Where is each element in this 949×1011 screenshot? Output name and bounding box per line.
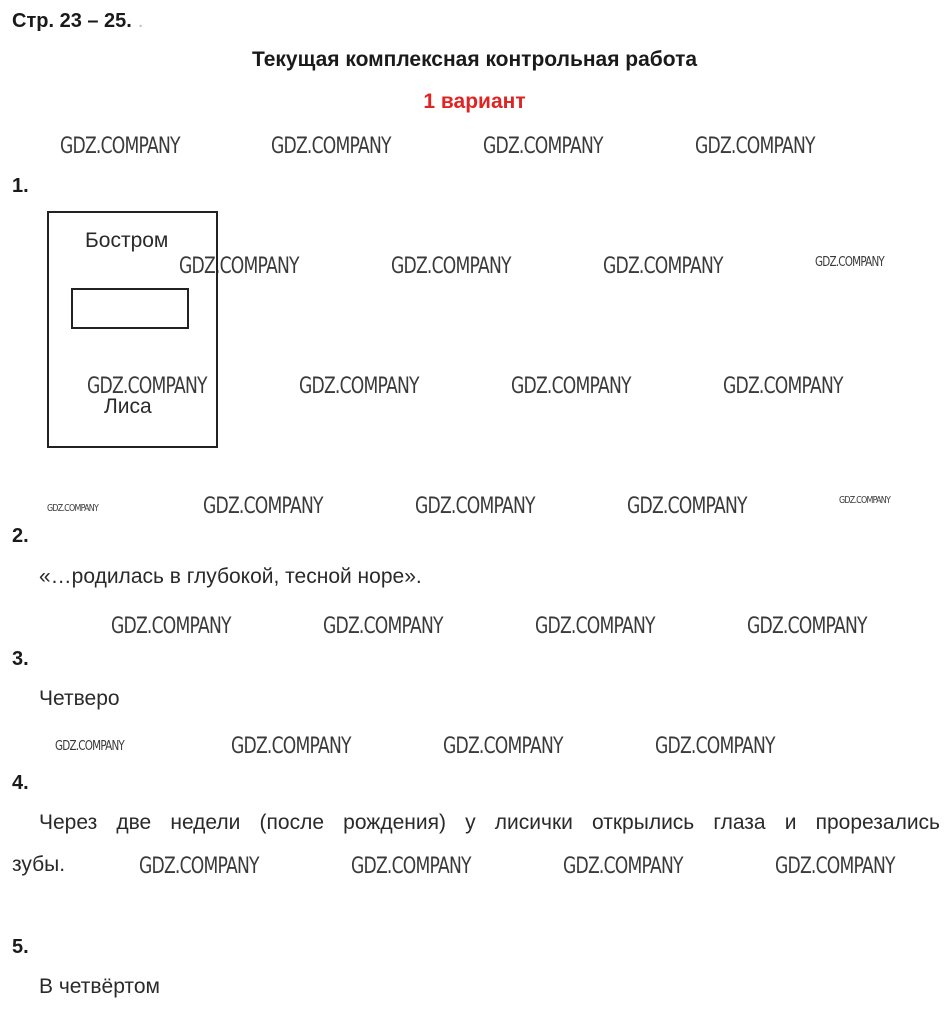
watermark: GDZ.COMPANY: [815, 255, 884, 270]
page-reference-mark: .: [137, 10, 144, 32]
watermark: GDZ.COMPANY: [839, 495, 891, 506]
worksheet-title: Текущая комплексная контрольная работа: [251, 48, 698, 71]
watermark: GDZ.COMPANY: [603, 254, 723, 279]
watermark: GDZ.COMPANY: [483, 134, 603, 159]
answer-text: В четвёртом: [39, 975, 160, 998]
watermark: GDZ.COMPANY: [443, 734, 563, 759]
question-number: 4.: [12, 772, 29, 794]
watermark: GDZ.COMPANY: [415, 494, 535, 519]
watermark: GDZ.COMPANY: [55, 739, 124, 754]
watermark: GDZ.COMPANY: [511, 374, 631, 399]
watermark: GDZ.COMPANY: [723, 374, 843, 399]
answer-text: Через две недели (после рождения) у лисички открылись глаза и прорезались: [39, 811, 940, 834]
variant-label: 1 вариант: [423, 90, 526, 113]
watermark: GDZ.COMPANY: [139, 854, 259, 879]
watermark: GDZ.COMPANY: [391, 254, 511, 279]
question-number: 5.: [12, 936, 29, 958]
diagram-top-label: Бостром: [85, 229, 169, 252]
question-number: 1.: [12, 175, 29, 197]
watermark: GDZ.COMPANY: [87, 374, 207, 399]
watermark: GDZ.COMPANY: [563, 854, 683, 879]
watermark: GDZ.COMPANY: [271, 134, 391, 159]
diagram-empty-box: [71, 288, 189, 329]
watermark: GDZ.COMPANY: [655, 734, 775, 759]
watermark: GDZ.COMPANY: [231, 734, 351, 759]
watermark: GDZ.COMPANY: [47, 503, 99, 514]
watermark: GDZ.COMPANY: [695, 134, 815, 159]
watermark: GDZ.COMPANY: [535, 614, 655, 639]
answer-text: Четверо: [39, 687, 120, 710]
answer-text: «…родилась в глубокой, тесной норе».: [39, 565, 422, 588]
answer-text-continued: зубы.: [12, 853, 66, 876]
diagram-bottom-label: Лиса: [104, 395, 152, 418]
watermark: GDZ.COMPANY: [351, 854, 471, 879]
watermark: GDZ.COMPANY: [747, 614, 867, 639]
watermark: GDZ.COMPANY: [60, 134, 180, 159]
watermark: GDZ.COMPANY: [775, 854, 895, 879]
watermark: GDZ.COMPANY: [179, 254, 299, 279]
watermark: GDZ.COMPANY: [299, 374, 419, 399]
watermark: GDZ.COMPANY: [323, 614, 443, 639]
question-number: 3.: [12, 648, 29, 670]
watermark: GDZ.COMPANY: [627, 494, 747, 519]
watermark: GDZ.COMPANY: [203, 494, 323, 519]
question-number: 2.: [12, 525, 29, 547]
page-reference-text: Стр. 23 – 25.: [12, 10, 132, 32]
page-reference: [12, 10, 143, 33]
watermark: GDZ.COMPANY: [111, 614, 231, 639]
